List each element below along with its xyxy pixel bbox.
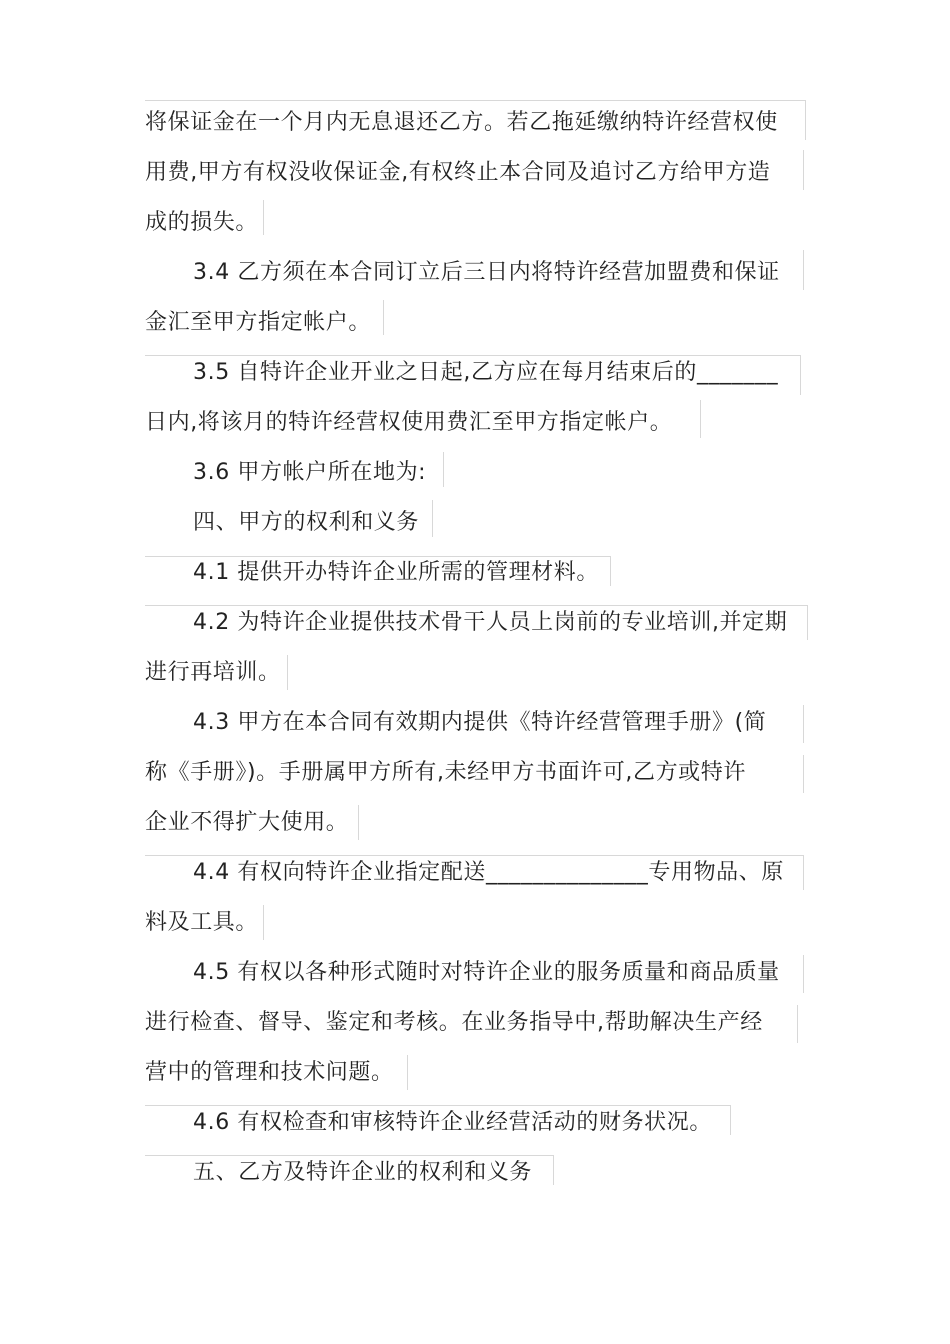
paragraph-line: 进行检查、督导、鉴定和考核。在业务指导中,帮助解决生产经 bbox=[145, 1010, 763, 1035]
clause-4-3: 4.3 甲方在本合同有效期内提供《特许经营管理手册》(简 bbox=[193, 710, 767, 735]
rule bbox=[803, 250, 804, 290]
rule bbox=[263, 905, 264, 940]
rule bbox=[407, 1055, 408, 1090]
rule bbox=[805, 100, 806, 140]
paragraph-line: 将保证金在一个月内无息退还乙方。若乙拖延缴纳特许经营权使 bbox=[145, 110, 778, 135]
clause-4-6: 4.6 有权检查和审核特许企业经营活动的财务状况。 bbox=[193, 1110, 712, 1135]
clause-3-5: 3.5 自特许企业开业之日起,乙方应在每月结束后的_______ bbox=[193, 360, 779, 385]
clause-4-5: 4.5 有权以各种形式随时对特许企业的服务质量和商品质量 bbox=[193, 960, 780, 985]
rule bbox=[553, 1155, 554, 1185]
rule bbox=[803, 855, 804, 890]
clause-3-6: 3.6 甲方帐户所在地为: bbox=[193, 460, 427, 485]
paragraph-line: 企业不得扩大使用。 bbox=[145, 810, 349, 835]
paragraph-line: 日内,将该月的特许经营权使用费汇至甲方指定帐户。 bbox=[145, 410, 673, 435]
paragraph-line: 金汇至甲方指定帐户。 bbox=[145, 310, 372, 335]
paragraph-line: 称《手册》)。手册属甲方所有,未经甲方书面许可,乙方或特许 bbox=[145, 760, 746, 785]
rule bbox=[803, 955, 804, 993]
rule bbox=[443, 452, 444, 487]
section-heading-4: 四、甲方的权利和义务 bbox=[193, 510, 420, 535]
rule bbox=[803, 755, 804, 793]
rule bbox=[700, 400, 701, 438]
rule bbox=[803, 150, 804, 190]
rule bbox=[730, 1105, 731, 1135]
rule bbox=[800, 355, 801, 395]
rule bbox=[610, 556, 611, 586]
clause-3-4: 3.4 乙方须在本合同订立后三日内将特许经营加盟费和保证 bbox=[193, 260, 780, 285]
section-heading-5: 五、乙方及特许企业的权利和义务 bbox=[193, 1160, 533, 1185]
rule bbox=[358, 805, 359, 840]
paragraph-line: 用费,甲方有权没收保证金,有权终止本合同及追讨乙方给甲方造 bbox=[145, 160, 771, 185]
clause-4-1: 4.1 提供开办特许企业所需的管理材料。 bbox=[193, 560, 599, 585]
rule bbox=[797, 1005, 798, 1043]
clause-4-2: 4.2 为特许企业提供技术骨干人员上岗前的专业培训,并定期 bbox=[193, 610, 788, 635]
rule bbox=[145, 100, 805, 101]
paragraph-line: 成的损失。 bbox=[145, 210, 259, 235]
rule bbox=[803, 705, 804, 743]
paragraph-line: 进行再培训。 bbox=[145, 660, 281, 685]
rule bbox=[383, 300, 384, 335]
rule bbox=[263, 200, 264, 235]
paragraph-line: 营中的管理和技术问题。 bbox=[145, 1060, 394, 1085]
rule bbox=[807, 605, 808, 640]
rule bbox=[432, 500, 433, 537]
paragraph-line: 料及工具。 bbox=[145, 910, 259, 935]
rule bbox=[287, 655, 288, 690]
clause-4-4: 4.4 有权向特许企业指定配送______________专用物品、原 bbox=[193, 860, 784, 885]
